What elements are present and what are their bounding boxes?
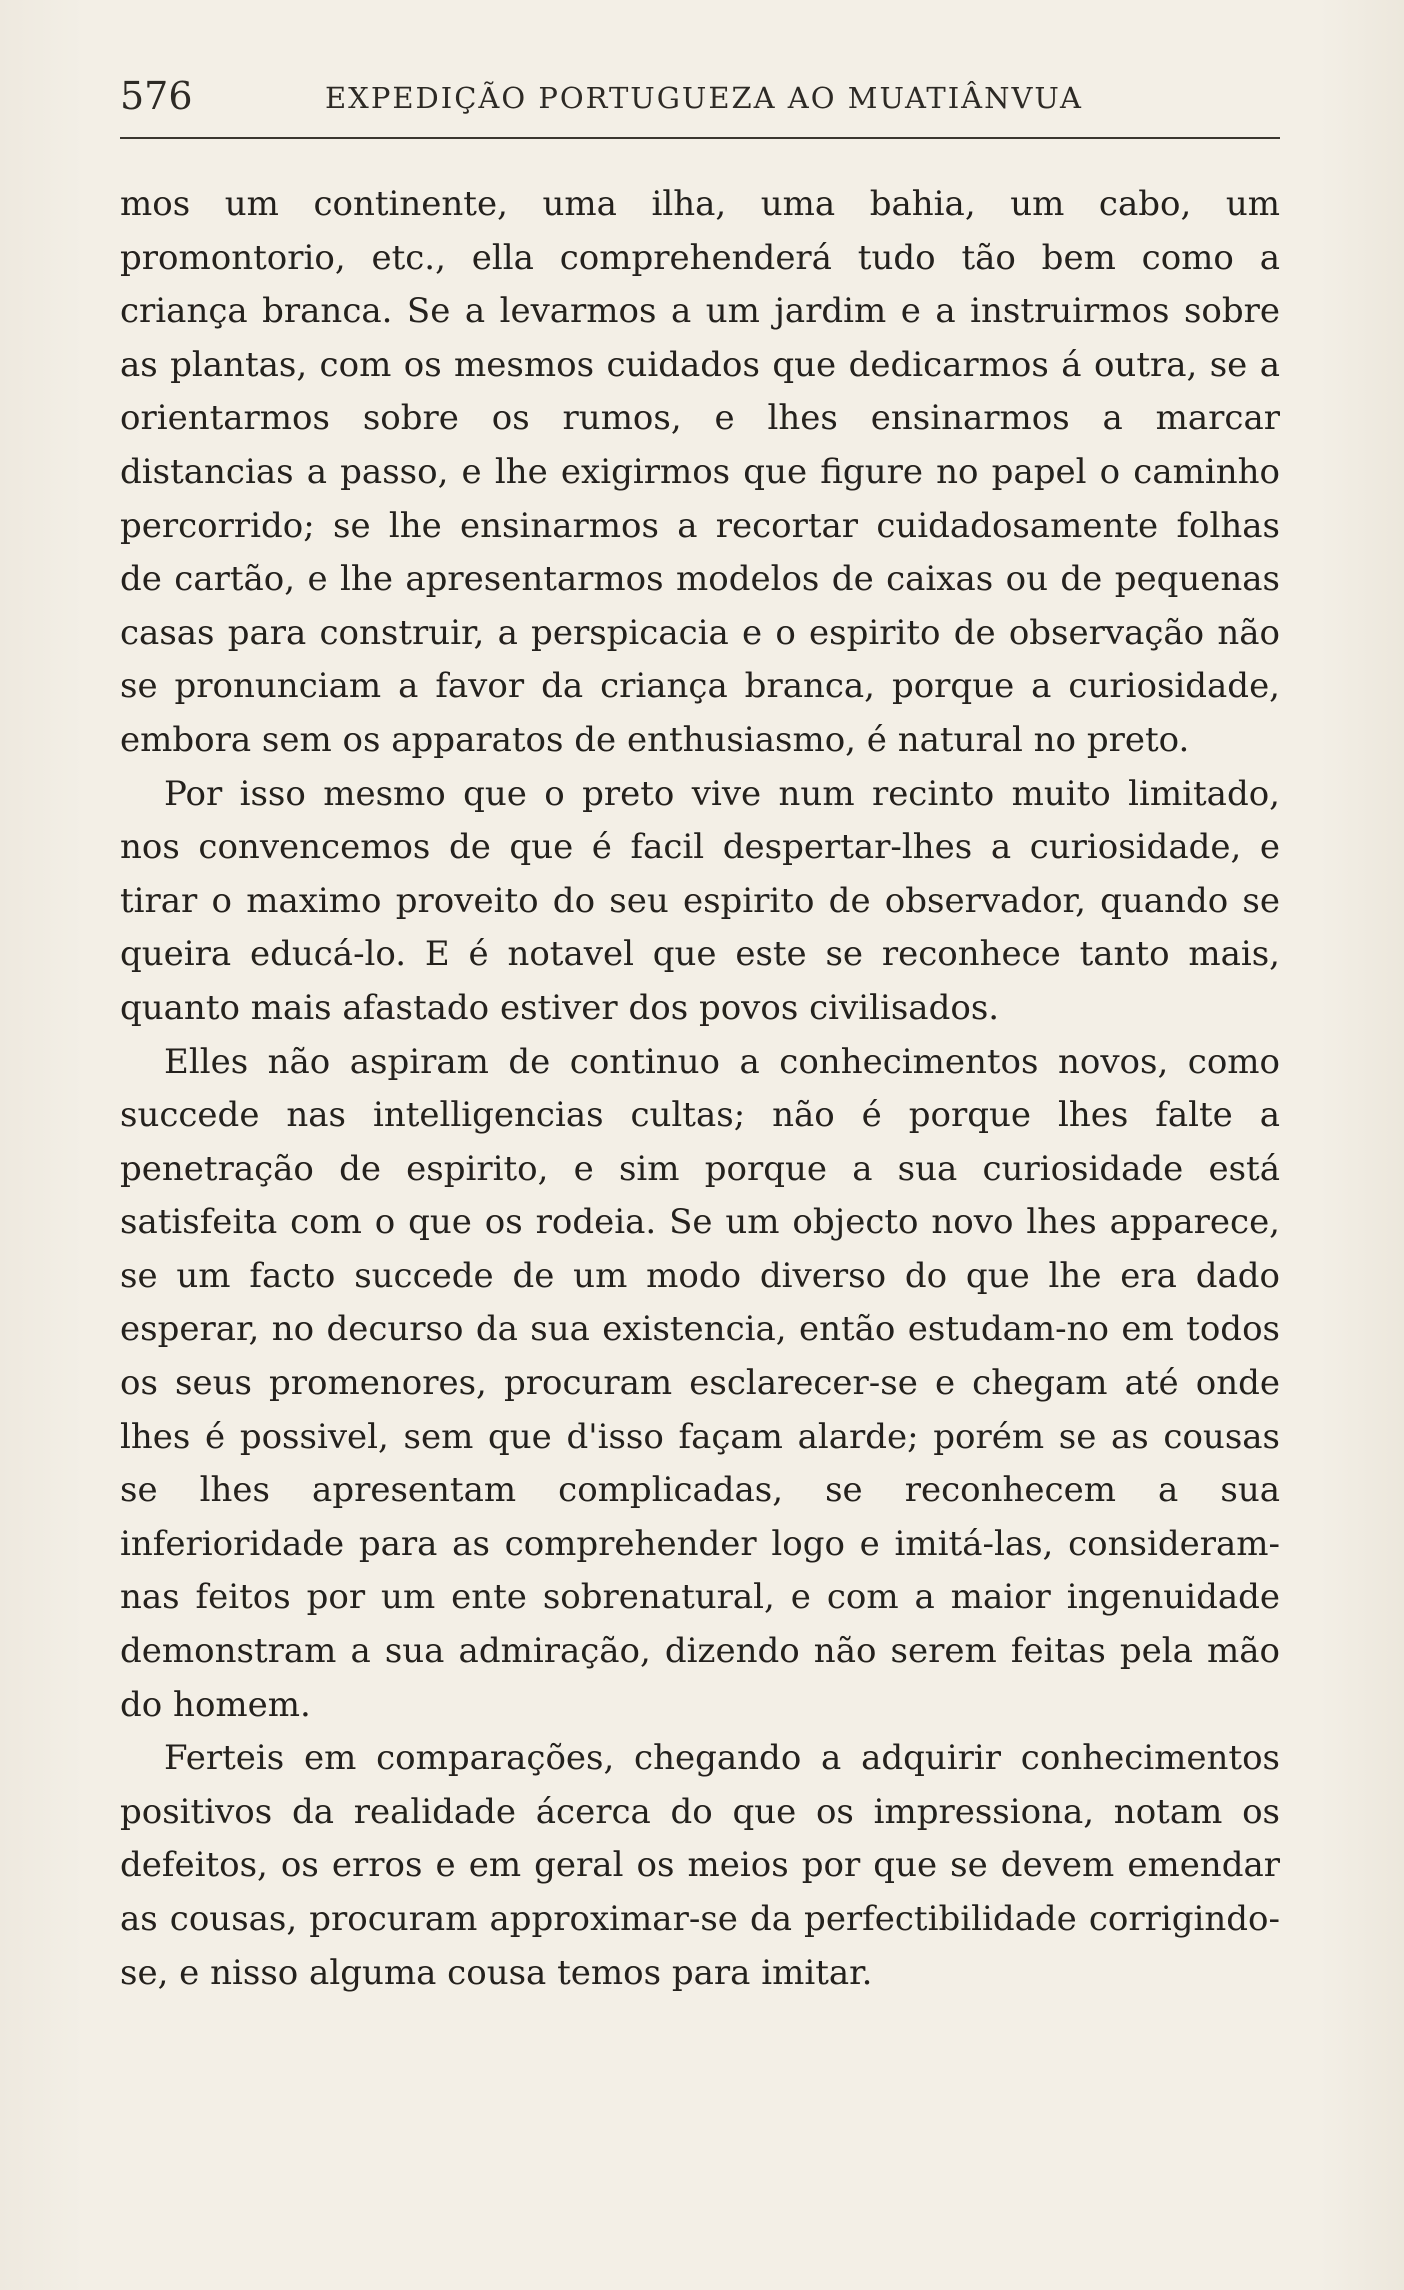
page-header	[120, 72, 1280, 124]
paragraph: mos um continente, uma ilha, uma bahia, um cabo, um promontorio, etc., ella comprehenderá tudo tão bem como a criança branca. Se a levarmos a um jardim e a instruirmos sobre as plantas, com os mesmos cuidados que dedicarmos á outra, se a orientarmos sobre os rumos, e lhes ensinarmos a marcar distancias a passo, e lhe exigirmos que figure no papel o caminho percorrido; se lhe ensinarmos a recortar cuidadosamente folhas de cartão, e lhe apresentarmos modelos de caixas ou de pequenas casas para construir, a perspicacia e o espirito de observação não se pronunciam a favor da criança branca, porque a curiosidade, embora sem os apparatos de enthusiasmo, é natural no preto.	[120, 184, 1280, 760]
header-rule	[120, 137, 1280, 139]
paragraph: Ferteis em comparações, chegando a adquirir conhecimentos positivos da realidade ácerca do que os impressiona, notam os defeitos, os erros e em geral os meios por que se devem emendar as cousas, procuram approximar-se da perfectibilidade corrigindo-se, e nisso alguma cousa temos para imitar.	[120, 1738, 1280, 1993]
body-text	[120, 178, 1280, 2000]
paragraph: Por isso mesmo que o preto vive num recinto muito limitado, nos convencemos de que é facil despertar-lhes a curiosidade, e tirar o maximo proveito do seu espirito de observador, quando se queira educá-lo. E é notavel que este se reconhece tanto mais, quanto mais afastado estiver dos povos civilisados.	[120, 773, 1280, 1028]
page-number: 576	[120, 74, 193, 118]
paragraph: Elles não aspiram de continuo a conhecimentos novos, como succede nas intelligencias cultas; não é porque lhes falte a penetração de espirito, e sim porque a sua curiosidade está satisfeita com o que os rodeia. Se um objecto novo lhes apparece, se um facto succede de um modo diverso do que lhe era dado esperar, no decurso da sua existencia, então estudam-no em todos os seus promenores, procuram esclarecer-se e chegam até onde lhes é possivel, sem que d'isso façam alarde; porém se as cousas se lhes apresentam complicadas, se reconhecem a sua inferioridade para as comprehender logo e imitá-las, consideram-nas feitos por um ente sobrenatural, e com a maior ingenuidade demonstram a sua admiração, dizendo não serem feitas pela mão do homem.	[120, 1041, 1280, 1725]
running-title: EXPEDIÇÃO PORTUGUEZA AO MUATIÂNVUA	[325, 81, 1083, 115]
